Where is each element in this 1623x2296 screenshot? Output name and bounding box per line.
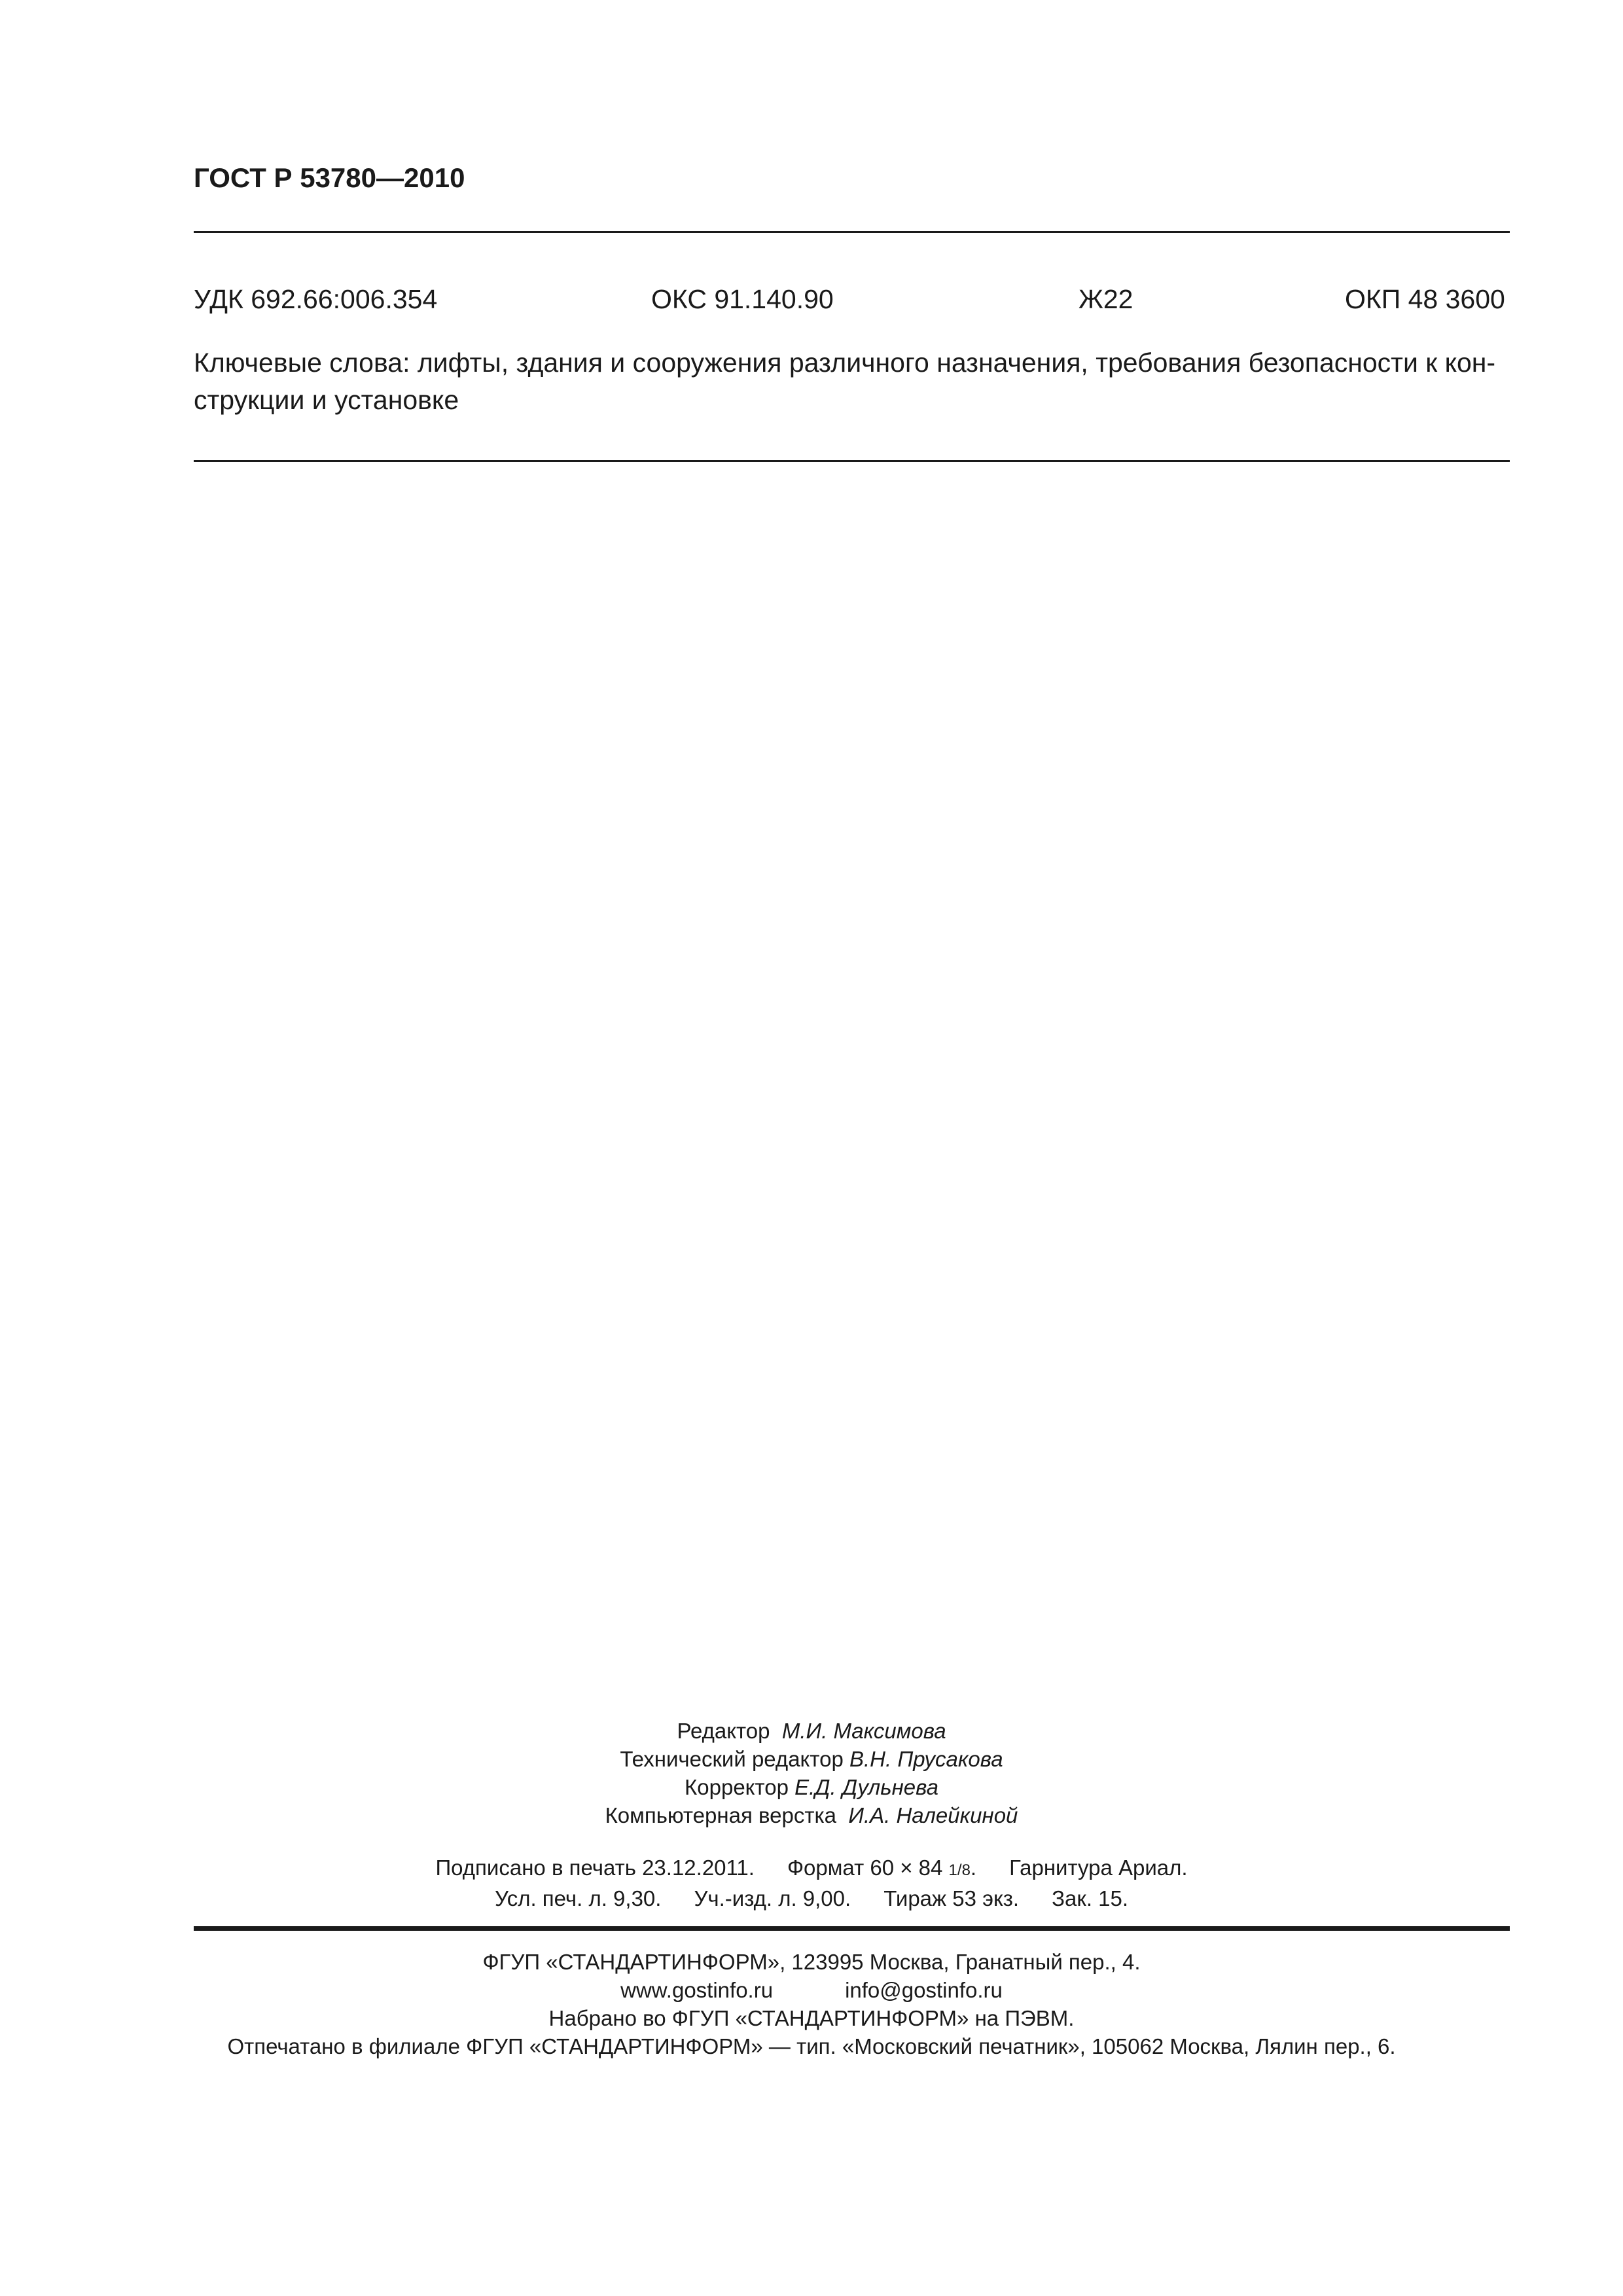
corrector-label: Корректор [685,1775,789,1799]
tech-editor-credit [0,1745,1623,1773]
publisher-block [0,1948,1623,2060]
keywords-paragraph [194,344,1510,419]
corrector-name: Е.Д. Дульнева [794,1775,938,1799]
layout-credit [0,1801,1623,1829]
print-info-line-2 [0,1884,1623,1912]
tech-editor-label: Технический редактор [620,1747,844,1771]
print-sheets: Усл. печ. л. 9,30. [494,1886,662,1910]
credits-block [0,1717,1623,1829]
publisher-website: www.gostinfo.ru [620,1978,774,2002]
tech-editor-name: В.Н. Прусакова [849,1747,1003,1771]
document-id: ГОСТ Р 53780—2010 [194,162,465,193]
typeface: Гарнитура Ариал. [1009,1856,1188,1880]
paper-format-fraction: 1/8 [948,1861,971,1879]
order-number: Зак. 15. [1052,1886,1129,1910]
print-info-line-1: Подписано в печать 23.12.2011. Формат 60 × 84 1/8. Гарнитура Ариал. [435,1856,1188,1880]
edition-sheets: Уч.-изд. л. 9,00. [694,1886,851,1910]
editor-name: М.И. Максимова [781,1719,946,1743]
publisher-address: ФГУП «СТАНДАРТИНФОРМ», 123995 Москва, Гранатный пер., 4. [482,1950,1141,1974]
layout-label: Компьютерная верстка [605,1803,836,1827]
publisher-contacts [0,1976,1623,2004]
print-info-block [0,1854,1623,1912]
corrector-credit [0,1773,1623,1801]
layout-name: И.А. Налейкиной [848,1803,1018,1827]
udk-code: УДК 692.66:006.354 [194,284,438,314]
publisher-email: info@gostinfo.ru [845,1978,1003,2002]
circulation: Тираж 53 экз. [883,1886,1020,1910]
paper-format: Формат 60 × 84 [787,1856,943,1880]
editor-credit [0,1717,1623,1745]
keywords-divider [194,460,1510,462]
top-divider [194,231,1510,233]
okp-code: ОКП 48 3600 [1345,284,1505,314]
typeset-note: Набрано во ФГУП «СТАНДАРТИНФОРМ» на ПЭВМ. [548,2006,1075,2030]
signed-date: Подписано в печать 23.12.2011. [435,1856,755,1880]
oks-code: ОКС 91.140.90 [651,284,834,314]
keywords-line-1: Ключевые слова: лифты, здания и сооружения различного назначения, требования безопасности к кон- [194,348,1496,378]
imprint-divider [194,1926,1510,1931]
editor-label: Редактор [677,1719,770,1743]
keywords-line-2: струкции и установке [194,385,459,415]
zh-code: Ж22 [1079,284,1133,314]
printed-note: Отпечатано в филиале ФГУП «СТАНДАРТИНФОРМ» — тип. «Московский печатник», 105062 Москва, Лялин пер., 6. [227,2034,1396,2058]
